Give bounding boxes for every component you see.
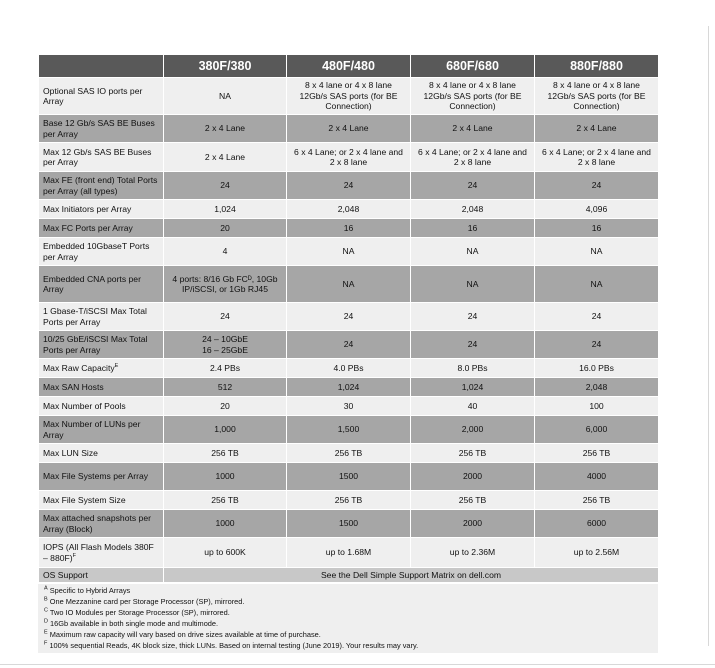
- table-cell: 256 TB: [535, 491, 659, 510]
- row-label-text: 1 Gbase-T/iSCSI Max Total Ports per Array: [43, 306, 147, 327]
- row-label: [39, 359, 164, 378]
- table-cell: 256 TB: [164, 444, 287, 463]
- table-cell: 1000: [164, 463, 287, 491]
- table-row: [39, 510, 659, 538]
- table-cell: 16: [287, 219, 411, 238]
- row-label: [39, 238, 164, 266]
- table-cell: 4.0 PBs: [287, 359, 411, 378]
- table-cell: 2,048: [287, 200, 411, 219]
- table-row: [39, 331, 659, 359]
- table-cell: 8 x 4 lane or 4 x 8 lane 12Gb/s SAS ports (for BE Connection): [535, 78, 659, 115]
- table-cell: 6 x 4 Lane; or 2 x 4 lane and 2 x 8 lane: [287, 143, 411, 172]
- footnote-mark: A: [44, 585, 48, 592]
- row-label: [39, 115, 164, 143]
- table-row: [39, 463, 659, 491]
- row-label-text: Max LUN Size: [43, 447, 98, 458]
- table-row: [39, 444, 659, 463]
- table-cell: 24: [535, 172, 659, 200]
- table-cell: 6,000: [535, 416, 659, 444]
- table-cell: 40: [411, 397, 535, 416]
- row-label-text: Max Number of LUNs per Array: [43, 419, 141, 440]
- table-cell: 24: [287, 331, 411, 359]
- table-cell: 24 – 10GbE 16 – 25GbE: [164, 331, 287, 359]
- table-cell: 24: [411, 331, 535, 359]
- table-cell: 2 x 4 Lane: [164, 143, 287, 172]
- os-support-value: See the Dell Simple Support Matrix on dell.com: [164, 568, 659, 583]
- header-880f: 880F/880: [535, 55, 659, 78]
- footnote-text: One Mezzanine card per Storage Processor (SP), mirrored.: [49, 596, 245, 606]
- table-cell: 4000: [535, 463, 659, 491]
- footnote: [44, 630, 652, 641]
- table-row: [39, 115, 659, 143]
- row-label: [39, 331, 164, 359]
- table-cell: 30: [287, 397, 411, 416]
- row-label-text: Max attached snapshots per Array (Block): [43, 513, 151, 534]
- footnote-mark: E: [44, 629, 48, 636]
- spec-table: [38, 54, 659, 583]
- table-header-row: [39, 55, 659, 78]
- row-label-text: Max FE (front end) Total Ports per Array (all types): [43, 175, 158, 196]
- header-380f: 380F/380: [164, 55, 287, 78]
- table-row: [39, 303, 659, 331]
- os-support-label: OS Support: [39, 568, 164, 583]
- row-label: [39, 266, 164, 303]
- footnote-text: Two IO Modules per Storage Processor (SP), mirrored.: [49, 607, 230, 617]
- table-row: [39, 238, 659, 266]
- os-support-row: [39, 568, 659, 583]
- table-cell: 4: [164, 238, 287, 266]
- table-row: [39, 359, 659, 378]
- table-cell: 20: [164, 397, 287, 416]
- row-label: [39, 463, 164, 491]
- footnote-text: 16Gb available in both single mode and multimode.: [50, 618, 219, 628]
- table-row: [39, 143, 659, 172]
- row-label: [39, 378, 164, 397]
- row-label: [39, 303, 164, 331]
- table-cell: 24: [287, 303, 411, 331]
- table-cell: up to 600K: [164, 538, 287, 568]
- footnote: [44, 586, 652, 597]
- table-cell: 2000: [411, 510, 535, 538]
- table-cell: NA: [411, 238, 535, 266]
- table-cell: 6 x 4 Lane; or 2 x 4 lane and 2 x 8 lane: [411, 143, 535, 172]
- header-480f: 480F/480: [287, 55, 411, 78]
- table-cell: NA: [164, 78, 287, 115]
- page-edge-divider: [708, 26, 709, 646]
- row-label: [39, 491, 164, 510]
- table-cell: 2 x 4 Lane: [411, 115, 535, 143]
- table-row: [39, 416, 659, 444]
- table-cell: 6000: [535, 510, 659, 538]
- footnote-mark: B: [44, 596, 48, 603]
- row-label-text: Max File System Size: [43, 494, 126, 505]
- table-cell: 2 x 4 Lane: [535, 115, 659, 143]
- row-label-text: Base 12 Gb/s SAS BE Buses per Array: [43, 118, 155, 139]
- table-cell: 24: [535, 331, 659, 359]
- table-cell: 4 ports: 8/16 Gb FCᴰ, 10Gb IP/iSCSI, or 1Gb RJ45: [164, 266, 287, 303]
- spec-table-container: [38, 54, 658, 653]
- table-cell: 2.4 PBs: [164, 359, 287, 378]
- row-label-text: 10/25 GbE/iSCSI Max Total Ports per Array: [43, 334, 148, 355]
- footnote-text: Specific to Hybrid Arrays: [49, 586, 131, 595]
- row-label: [39, 416, 164, 444]
- table-cell: 24: [287, 172, 411, 200]
- table-cell: 24: [164, 303, 287, 331]
- table-cell: 4,096: [535, 200, 659, 219]
- table-cell: 1500: [287, 510, 411, 538]
- table-cell: up to 2.36M: [411, 538, 535, 568]
- table-row: [39, 491, 659, 510]
- table-row: [39, 397, 659, 416]
- table-row: [39, 172, 659, 200]
- row-label: [39, 510, 164, 538]
- footnote-text: 100% sequential Reads, 4K block size, thick LUNs. Based on internal testing (June 2019). Your results may vary.: [49, 640, 419, 650]
- table-cell: 2 x 4 Lane: [287, 115, 411, 143]
- table-row: [39, 538, 659, 568]
- footnote: [44, 641, 652, 652]
- table-cell: 256 TB: [287, 491, 411, 510]
- row-label-text: Max 12 Gb/s SAS BE Buses per Array: [43, 146, 152, 167]
- table-cell: 8.0 PBs: [411, 359, 535, 378]
- row-label-text: Max Initiators per Array: [43, 203, 132, 214]
- table-cell: 6 x 4 Lane; or 2 x 4 lane and 2 x 8 lane: [535, 143, 659, 172]
- footnote-mark: F: [44, 640, 48, 647]
- row-label: [39, 143, 164, 172]
- table-cell: 2,048: [411, 200, 535, 219]
- table-cell: 1,024: [164, 200, 287, 219]
- row-label-text: IOPS (All Flash Models 380F – 880F): [43, 542, 154, 563]
- table-cell: 1,000: [164, 416, 287, 444]
- table-cell: 24: [164, 172, 287, 200]
- row-label: [39, 78, 164, 115]
- table-cell: 24: [411, 303, 535, 331]
- table-cell: 256 TB: [164, 491, 287, 510]
- table-cell: 24: [535, 303, 659, 331]
- row-label-text: Max Number of Pools: [43, 400, 126, 411]
- table-cell: NA: [287, 266, 411, 303]
- row-label-text: Max File Systems per Array: [43, 471, 149, 482]
- table-cell: NA: [535, 266, 659, 303]
- table-cell: 512: [164, 378, 287, 397]
- table-cell: 100: [535, 397, 659, 416]
- table-cell: 256 TB: [411, 491, 535, 510]
- footnotes: [38, 583, 658, 653]
- row-label: [39, 200, 164, 219]
- table-cell: 2000: [411, 463, 535, 491]
- row-label-text: Max SAN Hosts: [43, 381, 104, 392]
- footnote: [44, 597, 652, 608]
- table-row: [39, 378, 659, 397]
- table-cell: 2,000: [411, 416, 535, 444]
- table-cell: 16: [535, 219, 659, 238]
- footnote-mark: F: [72, 552, 76, 559]
- row-label-text: Max FC Ports per Array: [43, 222, 133, 233]
- footnote: [44, 608, 652, 619]
- footnote-mark: D: [44, 618, 48, 625]
- table-cell: 256 TB: [287, 444, 411, 463]
- row-label: [39, 444, 164, 463]
- table-cell: up to 1.68M: [287, 538, 411, 568]
- row-label-text: Max Raw Capacity: [43, 362, 115, 373]
- table-cell: 256 TB: [411, 444, 535, 463]
- table-cell: 8 x 4 lane or 4 x 8 lane 12Gb/s SAS ports (for BE Connection): [411, 78, 535, 115]
- row-label-text: Optional SAS IO ports per Array: [43, 85, 143, 106]
- table-cell: 20: [164, 219, 287, 238]
- footnote: [44, 619, 652, 630]
- table-cell: 24: [411, 172, 535, 200]
- page-bottom-divider: [0, 664, 715, 665]
- table-cell: 16.0 PBs: [535, 359, 659, 378]
- footnote-mark: C: [44, 607, 48, 614]
- table-cell: NA: [535, 238, 659, 266]
- table-body: [39, 78, 659, 583]
- table-cell: 1,500: [287, 416, 411, 444]
- table-row: [39, 219, 659, 238]
- table-cell: 8 x 4 lane or 4 x 8 lane 12Gb/s SAS ports (for BE Connection): [287, 78, 411, 115]
- header-corner: [39, 55, 164, 78]
- header-680f: 680F/680: [411, 55, 535, 78]
- row-label-text: Embedded CNA ports per Array: [43, 273, 141, 294]
- footnote-text: Maximum raw capacity will vary based on drive sizes available at time of purchase.: [49, 629, 321, 639]
- table-row: [39, 78, 659, 115]
- row-label: [39, 172, 164, 200]
- row-label: [39, 538, 164, 568]
- row-label: [39, 397, 164, 416]
- table-row: [39, 266, 659, 303]
- row-label: [39, 219, 164, 238]
- table-cell: 1000: [164, 510, 287, 538]
- table-cell: 16: [411, 219, 535, 238]
- table-cell: 2 x 4 Lane: [164, 115, 287, 143]
- table-cell: 256 TB: [535, 444, 659, 463]
- table-cell: 2,048: [535, 378, 659, 397]
- table-cell: NA: [287, 238, 411, 266]
- table-cell: 1,024: [287, 378, 411, 397]
- footnote-mark: E: [114, 362, 119, 369]
- table-row: [39, 200, 659, 219]
- table-cell: 1,024: [411, 378, 535, 397]
- row-label-text: Embedded 10GbaseT Ports per Array: [43, 241, 150, 262]
- table-cell: NA: [411, 266, 535, 303]
- table-cell: up to 2.56M: [535, 538, 659, 568]
- table-cell: 1500: [287, 463, 411, 491]
